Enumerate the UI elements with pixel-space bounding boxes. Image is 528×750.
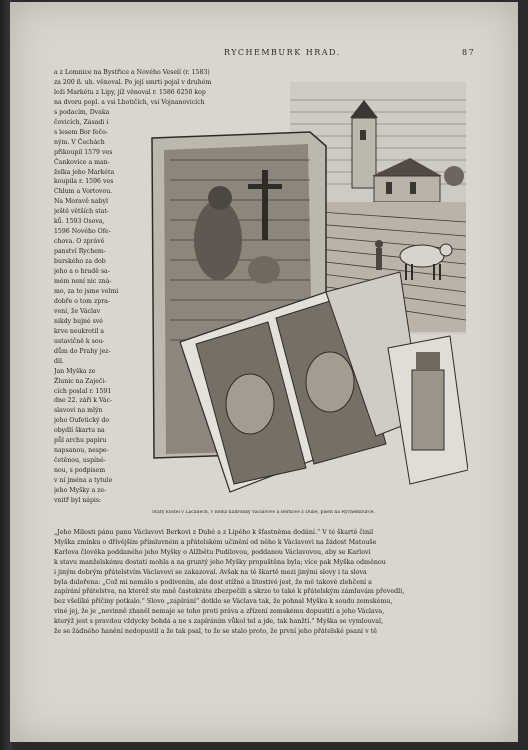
text-line: vnitř byl nápis: (54, 496, 102, 504)
left-text-column (54, 68, 212, 506)
text-line: přikoupil 1579 ves (54, 148, 113, 156)
text-line: dil. (54, 357, 64, 365)
text-line: že se žádného hanění nedopustil a že tak psal, to že se stalo proto, že první jeho přátelské psaní v tě (54, 628, 377, 636)
text-line: byla dulořena: „Což mi nemálo s podivením, ale dost stížné a litostivé jest, že mě takové zlehčení a (54, 578, 372, 586)
text-line: cích poslal r. 1591 (54, 387, 112, 395)
text-line: koupila r. 1596 ves (54, 178, 114, 186)
text-line: s lesem Bor fečo- (54, 128, 108, 136)
text-line: veni, že Václav (54, 307, 101, 315)
text-line: nou, s podpisem (54, 467, 106, 475)
text-line: ným. V Čechách (54, 138, 105, 146)
text-line: želka jeho Markéta (54, 168, 115, 176)
text-line: v ní jména a tytule (54, 477, 113, 485)
text-line: Myška zmínku o dřívějším přímluvném a přátelském učinění od něho k Václavovi na žádost Matouše (54, 538, 377, 546)
text-line: jeho Oufetický do (54, 417, 110, 425)
text-line: panství Rychem- (54, 248, 106, 256)
text-line: loži Markétu z Lipy, jíž věnoval r. 1586 6250 kop (54, 88, 206, 96)
text-line: jeho a o hradě sa- (54, 268, 110, 276)
text-line: Žlunic na Zaječi- (54, 377, 107, 385)
text-line: jeho Myšky a ze- (54, 487, 107, 495)
text-line: krve neukrotil a (54, 327, 104, 335)
text-line: viné jej, že je „nevinně zhaněl nemaje se toho proti práva a zřízení zemskému dopustiti a jeho Václava, (54, 608, 385, 616)
text-line: Čankovice a man- (54, 158, 110, 166)
text-line: s podacím, Dvaka (54, 108, 110, 116)
text-line: napsanou, nespe- (54, 447, 109, 455)
text-line: chova. O zprávě (54, 238, 105, 246)
main-body-text (54, 528, 462, 637)
text-line: ustavičně k sou- (54, 337, 105, 345)
text-line: dne 22. září k Vác- (54, 397, 113, 405)
page-number: 87 (462, 48, 476, 57)
text-line: Chlum a Vortovou. (54, 188, 113, 196)
text-line: mém není nic zná- (54, 278, 112, 286)
engraving-illustration (150, 80, 468, 508)
text-line: za 200 ß. uh. věnoval. Po její smrti pojal v druhém (54, 78, 212, 86)
text-line: ještě větších stat- (54, 208, 110, 216)
text-line: Na Moravě nabyl (54, 198, 109, 206)
text-line: burského za dob (54, 258, 106, 266)
text-line: 1596 Nového Ofe- (54, 228, 111, 236)
text-line: četěnou, uspíné- (54, 457, 106, 465)
text-line: mo, za to jsme velmi (54, 287, 119, 295)
text-line: k stavu manželskému dostati mohla a na gruntý jeho Myšky propuštěna byla; více pak Myška odměnou (54, 558, 386, 566)
text-line: na dvoru popl. a vsi Lhotičích, vsi Vojnanovicích (54, 98, 205, 106)
running-title: RYCHEMBURK HRAD. (224, 48, 341, 57)
text-line: obydlí škartu na (54, 427, 105, 435)
text-line: dům do Prahy jez- (54, 347, 111, 355)
text-line: půl archu papíru (54, 437, 107, 445)
illustration-caption: Starý kostel v Lačanech, v němž náhrobky Václavově a Berkově z Dubé, píseň na Rychemburce. (152, 510, 375, 515)
text-line: ků. 1593 Osova, (54, 218, 105, 226)
text-line: nikdy bujné své (54, 317, 103, 325)
text-line: „Jeho Milosti pánu panu Václavovi Berkovi z Dubé a z Lipého k šťastněma dodání.“ V té škartě činil (54, 529, 374, 536)
text-line: dobře o tom zpra- (54, 297, 110, 305)
text-line: zapírání přátelstva, na kteréž ste mně častokráte zbezpečili a skrze to také k přátelským zámluvám převedli, (54, 588, 405, 596)
text-line: a z Lomnice na Bystřice a Nového Veselí (r. 1583) (54, 69, 210, 76)
altar-fragment (388, 336, 468, 484)
text-line: kterýž jest s pravdou vždycky bohdá a ne s zapíráním vůkol tel a jde, tak hanžtí.“ Myška se vymlouval, (54, 618, 384, 626)
text-line: i jiným dobrým přátelstvím Václavovi se zakazoval. Avšak na tě škartě mezi jinými slovy i ta slova (54, 568, 367, 576)
text-line: čovicích, Zásadi i (54, 118, 109, 126)
text-line: bez všelíké příčiny potkalo.“ Slovo „zapírání“ dotklo se Václava tak, že pohnal Myšku k soudu zemskému, (54, 598, 393, 606)
text-line: slavovi na mlýn (54, 407, 103, 415)
text-line: Jan Myška ze (54, 367, 96, 375)
text-line: Karlova člověka poddaného jeho Myšky o Alžbětu Pudilovou, poddanou Václavovou, aby se Karlovi (54, 548, 371, 556)
